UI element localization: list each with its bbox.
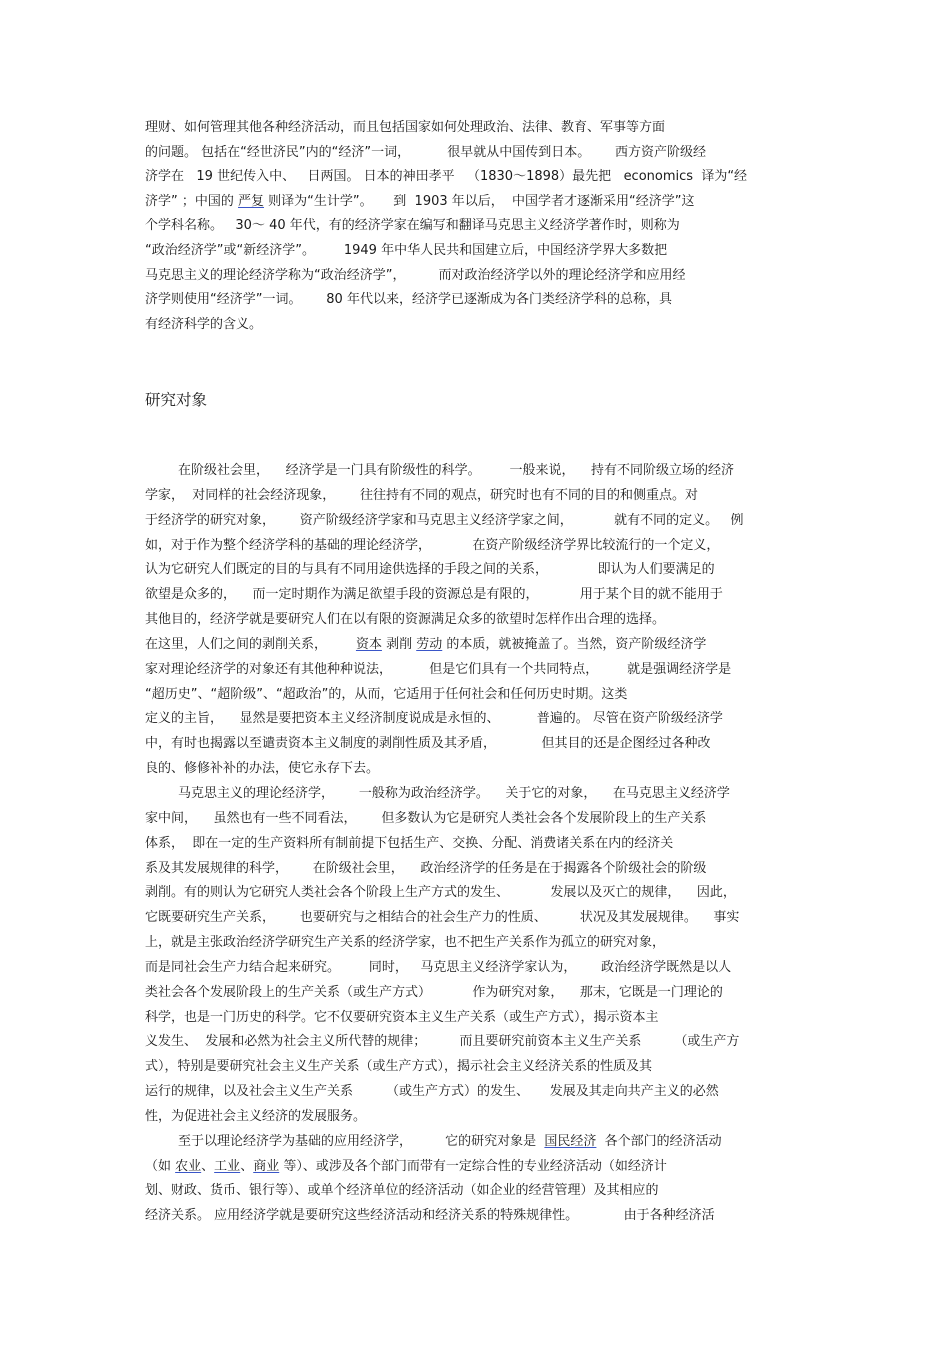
text-run: 等）、或涉及各个部门而带有一定综合性的专业经济活动（如经济计 xyxy=(279,1158,667,1174)
text-run: 它既要研究生产关系， 也要研究与之相结合的社会生产力的性质、 状况及其发展规律。 事实 xyxy=(145,910,740,926)
text-run: 类社会各个发展阶段上的生产关系（或生产方式） 作为研究对象， 那末，它既是一门理论的 xyxy=(145,984,723,1000)
text-run: 性，为促进社会主义经济的发展服务。 xyxy=(145,1108,367,1124)
text-line xyxy=(145,534,810,559)
text-run: 有经济科学的含义。 xyxy=(145,316,263,332)
text-run: 、 xyxy=(201,1158,215,1174)
text-run: 运行的规律，以及社会主义生产关系 （或生产方式）的发生、 发展及其走向共产主义的必然 xyxy=(145,1084,719,1100)
section-heading: 研究对象 xyxy=(145,391,208,409)
hyperlink[interactable]: 商业 xyxy=(253,1158,280,1174)
text-line xyxy=(145,214,810,239)
text-run: 体系， 即在一定的生产资料所有制前提下包括生产、交换、分配、消费诸关系在内的经济关 xyxy=(145,835,674,851)
hyperlink[interactable]: 工业 xyxy=(214,1158,241,1174)
hyperlink[interactable]: 严复 xyxy=(238,193,265,209)
intro-paragraph xyxy=(145,116,810,337)
text-line xyxy=(145,484,810,509)
text-run: 其他目的，经济学就是要研究人们在以有限的资源满足众多的欲望时怎样作出合理的选择。 xyxy=(145,612,666,628)
text-run: 中，有时也揭露以至谴责资本主义制度的剥削性质及其矛盾， 但其目的还是企图经过各种改 xyxy=(145,736,711,752)
text-run: 经济关系。 应用经济学就是要研究这些经济活动和经济关系的特殊规律性。 由于各种经济活 xyxy=(145,1208,715,1224)
text-run: 划、财政、货币、银行等）、或单个经济单位的经济活动（如企业的经营管理）及其相应的 xyxy=(145,1183,659,1199)
text-run: 马克思主义的理论经济学称为“政治经济学”， 而对政治经济学以外的理论经济学和应用经 xyxy=(145,267,686,283)
text-line xyxy=(145,288,810,313)
text-line xyxy=(145,658,810,683)
text-line xyxy=(145,683,810,708)
text-run: 、 xyxy=(240,1158,254,1174)
text-run: 济学则使用“经济学”一词。 80 年代以来，经济学已逐渐成为各门类经济学科的总称，具 xyxy=(145,292,672,308)
text-line xyxy=(145,141,810,166)
text-line xyxy=(145,165,810,190)
text-line xyxy=(145,116,810,141)
text-run: 在这里，人们之间的剥削关系， xyxy=(145,636,356,652)
text-line xyxy=(145,757,810,782)
text-line xyxy=(145,583,810,608)
text-line xyxy=(145,1055,810,1080)
text-run: 个学科名称。 30～ 40 年代，有的经济学家在编写和翻译马克思主义经济学著作时，则称为 xyxy=(145,218,680,234)
hyperlink[interactable]: 农业 xyxy=(175,1158,202,1174)
text-line xyxy=(145,239,810,264)
text-line xyxy=(145,1030,810,1055)
text-run: 上，就是主张政治经济学研究生产关系的经济学家，也不把生产关系作为孤立的研究对象， xyxy=(145,935,666,951)
text-run: 式），特别是要研究社会主义生产关系（或生产方式），揭示社会主义经济关系的性质及其 xyxy=(145,1059,653,1075)
text-line xyxy=(145,807,810,832)
text-line xyxy=(145,190,810,215)
text-line xyxy=(145,956,810,981)
text-run: 义发生、 发展和必然为社会主义所代替的规律； 而且要研究前资本主义生产关系 （或生产方 xyxy=(145,1034,740,1050)
text-run: 学家， 对同样的社会经济现象， 往往持有不同的观点，研究时也有不同的目的和侧重点。对 xyxy=(145,487,699,503)
text-line xyxy=(145,509,810,534)
text-line xyxy=(145,1155,810,1180)
text-line xyxy=(145,832,810,857)
text-run: 的本质，就被掩盖了。当然，资产阶级经济学 xyxy=(442,636,707,652)
text-run: 系及其发展规律的科学， 在阶级社会里， 政治经济学的任务是在于揭露各个阶级社会的阶级 xyxy=(145,860,707,876)
text-run: 家对理论经济学的对象还有其他种种说法， 但是它们具有一个共同特点， 就是强调经济学是 xyxy=(145,661,732,677)
text-line xyxy=(145,1006,810,1031)
text-run: “政治经济学”或“新经济学”。 1949 年中华人民共和国建立后，中国经济学界大多数把 xyxy=(145,242,668,258)
text-line xyxy=(145,313,810,338)
text-run: 如，对于作为整个经济学科的基础的理论经济学， 在资产阶级经济学界比较流行的一个定义， xyxy=(145,537,720,553)
text-run: 而是同社会生产力结合起来研究。 同时， 马克思主义经济学家认为， 政治经济学既然是以人 xyxy=(145,959,732,975)
text-run: 家中间， 虽然也有一些不同看法， 但多数认为它是研究人类社会各个发展阶段上的生产关系 xyxy=(145,810,707,826)
text-run: 则译为“生计学”。 到 1903 年以后， 中国学者才逐渐采用“经济学”这 xyxy=(264,193,695,209)
text-line xyxy=(145,558,810,583)
text-line xyxy=(145,1130,810,1155)
text-run: 于经济学的研究对象， 资产阶级经济学家和马克思主义经济学家之间， 就有不同的定义。 例 xyxy=(145,512,744,528)
text-line xyxy=(145,264,810,289)
text-run: 欲望是众多的， 而一定时期作为满足欲望手段的资源总是有限的， 用于某个目的就不能用于 xyxy=(145,587,723,603)
text-line xyxy=(145,782,810,807)
text-line xyxy=(145,707,810,732)
text-line xyxy=(145,459,810,484)
text-run: 理财、如何管理其他各种经济活动，而且包括国家如何处理政治、法律、教育、军事等方面 xyxy=(145,120,666,135)
text-run: 良的、修修补补的办法，使它永存下去。 xyxy=(145,761,380,777)
text-line xyxy=(145,1105,810,1130)
text-run: 定义的主旨， 显然是要把资本主义经济制度说成是永恒的、 普遍的。 尽管在资产阶级经济学 xyxy=(145,711,723,727)
text-line xyxy=(145,732,810,757)
text-run: 的问题。 包括在“经世济民”内的“经济”一词， 很早就从中国传到日本。 西方资产阶级经 xyxy=(145,144,707,160)
text-line xyxy=(145,1080,810,1105)
text-run: （如 xyxy=(145,1158,176,1174)
text-line xyxy=(145,881,810,906)
hyperlink[interactable]: 资本 xyxy=(355,636,382,652)
text-run: 马克思主义的理论经济学， 一般称为政治经济学。 关于它的对象， 在马克思主义经济学 xyxy=(145,785,730,801)
text-run: 科学，也是一门历史的科学。它不仅要研究资本主义生产关系（或生产方式），揭示资本主 xyxy=(145,1009,659,1025)
text-line xyxy=(145,1179,810,1204)
text-line xyxy=(145,906,810,931)
hyperlink[interactable]: 国民经济 xyxy=(544,1133,597,1149)
text-run: 济学” ；中国的 xyxy=(145,193,238,209)
text-run: 各个部门的经济活动 xyxy=(596,1133,722,1149)
text-run: 至于以理论经济学为基础的应用经济学， 它的研究对象是 xyxy=(145,1133,545,1149)
text-run: 济学在 19 世纪传入中、 日两国。 日本的神田孝平 （1830～1898）最先把 economics 译为“经 xyxy=(145,169,748,185)
text-run: “超历史”、“超阶级”、“超政治”的，从而，它适用于任何社会和任何历史时期。这类 xyxy=(145,686,628,702)
hyperlink[interactable]: 劳动 xyxy=(416,636,443,652)
text-run: 认为它研究人们既定的目的与具有不同用途供选择的手段之间的关系， 即认为人们要满足的 xyxy=(145,562,715,578)
text-line xyxy=(145,931,810,956)
text-run: 在阶级社会里， 经济学是一门具有阶级性的科学。 一般来说， 持有不同阶级立场的经济 xyxy=(145,463,735,478)
text-line xyxy=(145,633,810,658)
text-run: 剥削。有的则认为它研究人类社会各个阶段上生产方式的发生、 发展以及灭亡的规律， 因此， xyxy=(145,885,736,901)
text-line xyxy=(145,857,810,882)
text-line xyxy=(145,1204,810,1229)
text-line xyxy=(145,981,810,1006)
text-run: 剥削 xyxy=(381,636,417,652)
research-object-paragraphs xyxy=(145,459,810,1229)
text-line xyxy=(145,608,810,633)
